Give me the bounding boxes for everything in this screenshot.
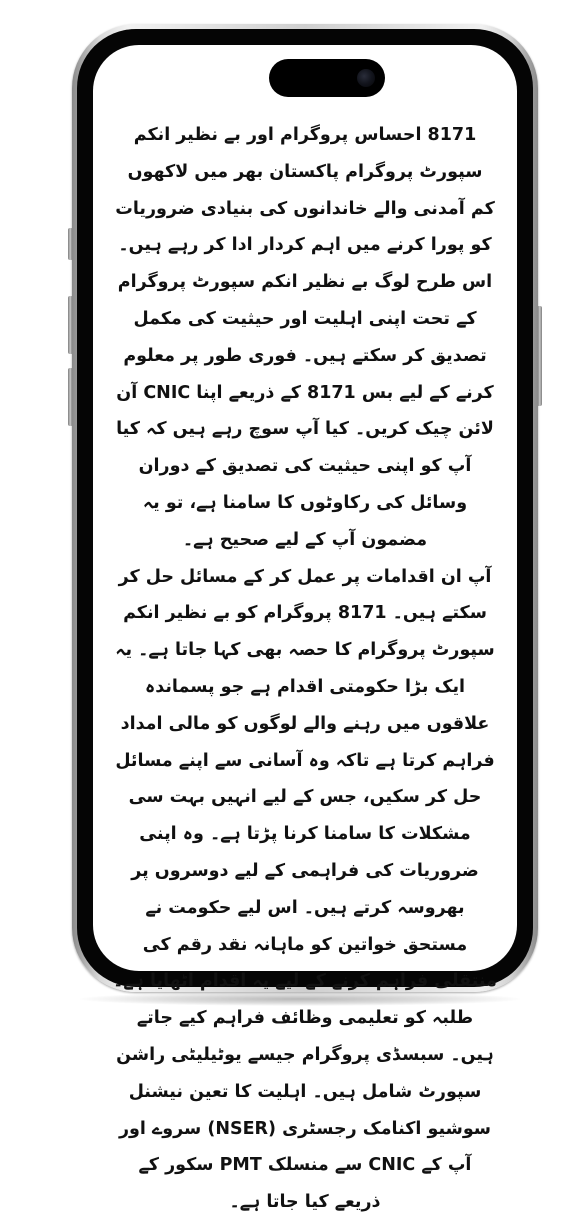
dynamic-island [269, 59, 385, 97]
article-paragraph-2: آپ ان اقدامات پر عمل کر کے مسائل حل کر سکتے ہیں۔ 8171 پروگرام کو بے نظیر انکم سپورٹ پروگرام کا حصہ بھی کہا جاتا ہے۔ یہ ایک بڑا حکومتی اقدام ہے جو پسماندہ علاقوں میں رہنے والے لوگوں کو مالی امداد فراہم کرتا ہے تاکہ وہ آسانی سے اپنے مسائل حل کر سکیں، جس کے لیے انہیں بہت سی مشکلات کا سامنا کرنا پڑتا ہے۔ وہ اپنی ضروریات کی فراہمی کے لیے دوسروں پر بھروسہ کرتے ہیں۔ اس لیے حکومت نے مستحق خواتین کو ماہانہ نقد رقم کی منتقلی فراہم کرنے کے لیے یہ اقدام اٹھایا ہے۔ طلبہ کو تعلیمی وظائف فراہم کیے جاتے ہیں۔ سبسڈی پروگرام جیسے یوٹیلیٹی راشن سپورٹ شامل ہیں۔ اہلیت کا تعین نیشنل سوشیو اکنامک رجسٹری (NSER) سروے اور آپ کے CNIC سے منسلک PMT سکور کے ذریعے کیا جاتا ہے۔ [113, 566, 497, 1213]
article-paragraph-1: 8171 احساس پروگرام اور بے نظیر انکم سپورٹ پروگرام پاکستان بھر میں لاکھوں کم آمدنی والے خاندانوں کی بنیادی ضروریات کو پورا کرنے میں اہم کردار ادا کر رہے ہیں۔ اس طرح لوگ بے نظیر انکم سپورٹ پروگرام کے تحت اپنی اہلیت اور حیثیت کی مکمل تصدیق کر سکتے ہیں۔ فوری طور پر معلوم کرنے کے لیے بس 8171 کے ذریعے اپنا CNIC آن لائن چیک کریں۔ کیا آپ سوچ رہے ہیں کہ کیا آپ کو اپنی حیثیت کی تصدیق کے دوران وسائل کی رکاوٹوں کا سامنا ہے، تو یہ مضمون آپ کے لیے صحیح ہے۔ [115, 125, 495, 550]
article-body [113, 117, 497, 1213]
phone-bezel [77, 29, 533, 1213]
camera-icon [357, 69, 375, 87]
phone-screen [93, 45, 517, 1213]
phone-frame [72, 24, 538, 1213]
